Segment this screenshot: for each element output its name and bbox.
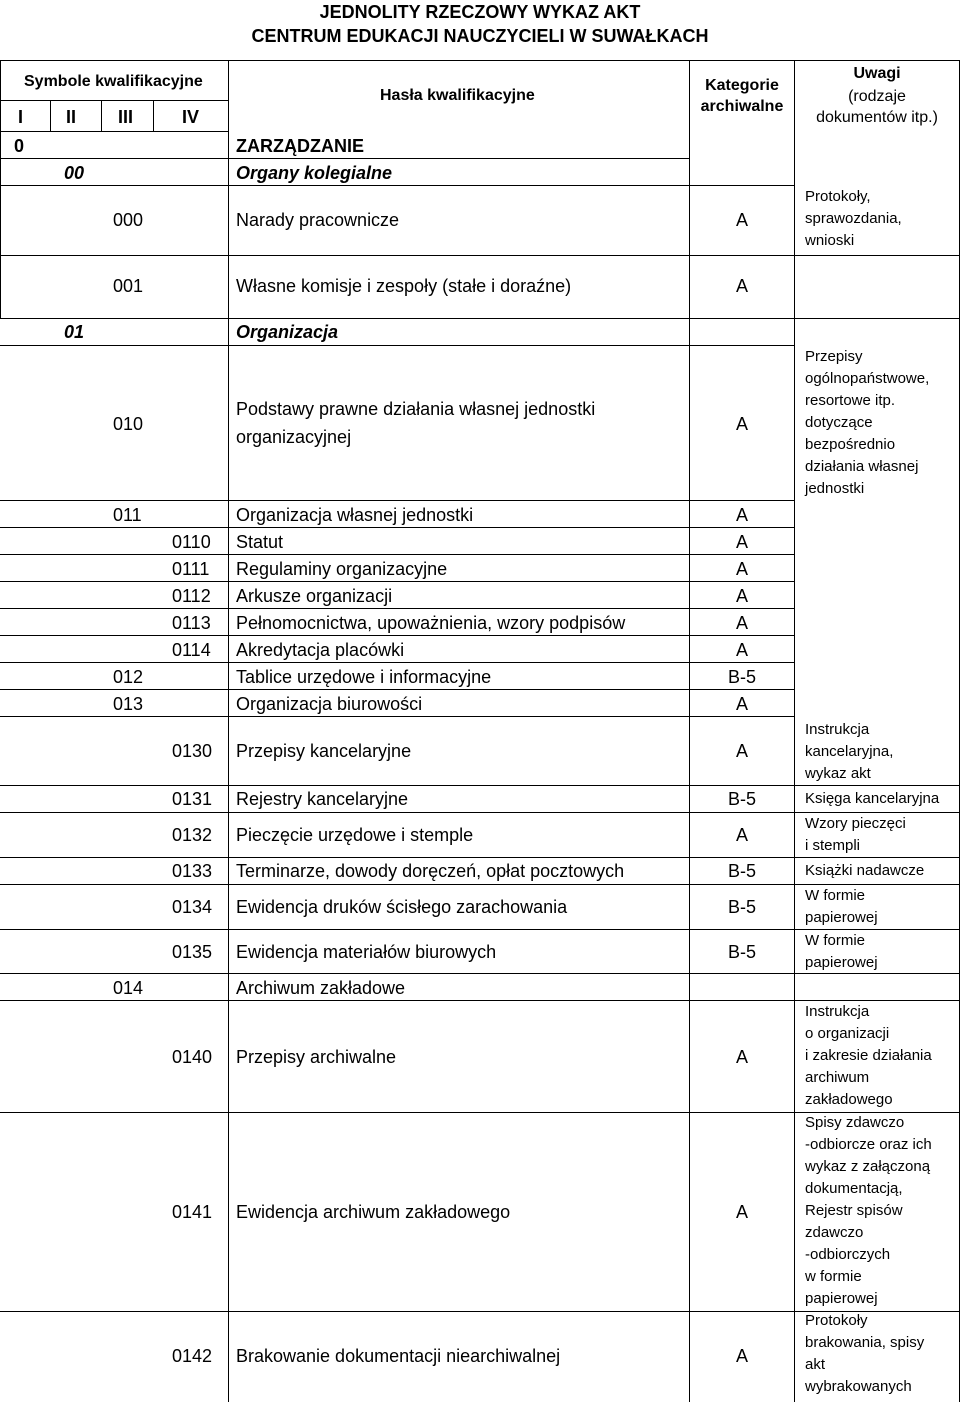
remark-block <box>805 186 902 252</box>
row-name: Narady pracownicze <box>236 210 400 230</box>
row-name: Organizacja <box>236 322 339 342</box>
header-category-1: Kategorie <box>705 77 779 94</box>
row-category: B-5 <box>727 789 756 809</box>
remark-line: Instrukcja <box>805 1003 870 1020</box>
row-category: A <box>735 414 748 434</box>
row-code: 0140 <box>172 1047 213 1067</box>
row-name-continued: organizacyjnej <box>236 427 352 447</box>
remark-block <box>805 813 906 857</box>
row-code: 0134 <box>172 897 213 917</box>
row-code: 014 <box>113 978 144 998</box>
row-category: A <box>735 694 748 714</box>
row-category: B-5 <box>727 667 756 687</box>
header-entries: Hasła kwalifikacyjne <box>380 87 535 104</box>
row-code: 0133 <box>172 861 213 881</box>
row-name: ZARZĄDZANIE <box>236 136 364 156</box>
row-category: A <box>735 741 748 761</box>
remark-line: akt <box>805 1356 826 1373</box>
row-code: 01 <box>64 322 85 342</box>
remark-line: wykaz akt <box>805 765 871 782</box>
row-code: 0111 <box>172 559 210 579</box>
row-category: A <box>735 532 748 552</box>
row-name: Terminarze, dowody doręczeń, opłat pocztowych <box>236 861 625 881</box>
row-name: Ewidencja materiałów biurowych <box>236 942 497 962</box>
row-name: Ewidencja druków ścisłego zarachowania <box>236 897 568 917</box>
row-code: 0114 <box>172 640 211 660</box>
remark-line: Rejestr spisów <box>805 1202 903 1219</box>
row-code: 010 <box>113 414 144 434</box>
remark-line: i stempli <box>805 837 861 854</box>
remark-block <box>805 788 939 810</box>
row-code: 0130 <box>172 741 213 761</box>
row-name: Brakowanie dokumentacji niearchiwalnej <box>236 1346 561 1366</box>
remark-block <box>805 885 878 929</box>
remark-line: Książki nadawcze <box>805 862 925 879</box>
row-name: Tablice urzędowe i informacyjne <box>236 667 492 687</box>
row-name: Organy kolegialne <box>236 163 393 183</box>
remark-line: papierowej <box>805 954 878 971</box>
remark-line: Spisy zdawczo <box>805 1114 905 1131</box>
remark-line: dotyczące <box>805 414 873 431</box>
row-name: Pieczęcie urzędowe i stemple <box>236 825 474 845</box>
row-category: A <box>735 1047 748 1067</box>
header-level-4: IV <box>182 107 200 127</box>
remark-line: dokumentacją, <box>805 1180 903 1197</box>
row-category: A <box>735 613 748 633</box>
remark-line: wnioski <box>805 232 855 249</box>
row-code: 012 <box>113 667 144 687</box>
remark-line: ogólnopaństwowe, <box>805 370 930 387</box>
header-remarks-3: dokumentów itp.) <box>816 109 938 126</box>
header-level-3: III <box>118 107 134 127</box>
remark-block <box>805 1310 924 1398</box>
remark-line: archiwum <box>805 1069 870 1086</box>
remark-line: wybrakowanych <box>805 1378 912 1395</box>
row-code: 0135 <box>172 942 213 962</box>
row-code: 0112 <box>172 586 211 606</box>
row-category: A <box>735 825 748 845</box>
remark-block <box>805 346 929 500</box>
row-name: Własne komisje i zespoły (stałe i doraźne) <box>236 276 572 296</box>
remark-line: kancelaryjna, <box>805 743 894 760</box>
remark-line: Instrukcja <box>805 721 870 738</box>
row-code: 011 <box>113 505 142 525</box>
remark-line: papierowej <box>805 1290 878 1307</box>
remark-line: działania własnej <box>805 458 919 475</box>
row-name: Pełnomocnictwa, upoważnienia, wzory podpisów <box>236 613 626 633</box>
remark-line: W formie <box>805 932 865 949</box>
document-subtitle: CENTRUM EDUKACJI NAUCZYCIELI W SUWAŁKACH <box>251 26 709 46</box>
remark-line: sprawozdania, <box>805 210 902 227</box>
remark-line: -odbiorczych <box>805 1246 891 1263</box>
row-code: 0113 <box>172 613 211 633</box>
header-remarks-2: (rodzaje <box>848 88 906 105</box>
row-name: Archiwum zakładowe <box>236 978 406 998</box>
remark-line: papierowej <box>805 909 878 926</box>
row-name: Przepisy archiwalne <box>236 1047 397 1067</box>
row-category: B-5 <box>727 897 756 917</box>
remark-line: bezpośrednio <box>805 436 896 453</box>
row-name: Regulaminy organizacyjne <box>236 559 448 579</box>
header-level-2: II <box>66 107 77 127</box>
remark-line: wykaz z załączoną <box>805 1158 931 1175</box>
row-name: Rejestry kancelaryjne <box>236 789 409 809</box>
remark-line: jednostki <box>805 480 865 497</box>
remark-line: zakładowego <box>805 1091 893 1108</box>
document-title: JEDNOLITY RZECZOWY WYKAZ AKT <box>319 2 641 22</box>
header-level-1: I <box>18 107 24 127</box>
row-category: B-5 <box>727 942 756 962</box>
row-name: Statut <box>236 532 284 552</box>
row-name: Akredytacja placówki <box>236 640 405 660</box>
remark-block <box>805 719 893 785</box>
header-remarks-1: Uwagi <box>853 65 901 82</box>
remark-line: Protokoły <box>805 1312 868 1329</box>
remark-line: brakowania, spisy <box>805 1334 925 1351</box>
row-code: 0110 <box>172 532 211 552</box>
remark-line: i zakresie działania <box>805 1047 932 1064</box>
remark-line: Księga kancelaryjna <box>805 790 940 807</box>
remark-block <box>805 930 878 974</box>
row-code: 0131 <box>172 789 213 809</box>
row-code: 013 <box>113 694 144 714</box>
row-code: 0132 <box>172 825 213 845</box>
row-code: 00 <box>64 163 85 183</box>
header-symbols: Symbole kwalifikacyjne <box>24 73 203 90</box>
row-category: B-5 <box>727 861 756 881</box>
row-category: A <box>735 210 748 230</box>
row-name: Podstawy prawne działania własnej jednostki <box>236 399 596 419</box>
row-code: 0141 <box>172 1202 213 1222</box>
row-category: A <box>735 559 748 579</box>
remark-line: W formie <box>805 887 865 904</box>
remark-line: Wzory pieczęci <box>805 815 906 832</box>
remark-line: resortowe itp. <box>805 392 896 409</box>
remark-line: o organizacji <box>805 1025 890 1042</box>
row-category: A <box>735 1346 748 1366</box>
row-code: 0 <box>14 136 25 156</box>
row-category: A <box>735 586 748 606</box>
row-category: A <box>735 505 748 525</box>
remark-line: zdawczo <box>805 1224 864 1241</box>
row-name: Organizacja biurowości <box>236 694 423 714</box>
header-category-2: archiwalne <box>700 98 784 115</box>
row-category: A <box>735 276 748 296</box>
row-category: A <box>735 640 748 660</box>
remark-block <box>805 1001 932 1111</box>
remark-block <box>805 1112 932 1310</box>
row-code: 000 <box>113 210 144 230</box>
remark-line: w formie <box>805 1268 862 1285</box>
remark-line: Protokoły, <box>805 188 871 205</box>
row-code: 0142 <box>172 1346 213 1366</box>
remark-line: -odbiorcze oraz ich <box>805 1136 932 1153</box>
remark-line: Przepisy <box>805 348 863 365</box>
row-name: Przepisy kancelaryjne <box>236 741 412 761</box>
row-name: Ewidencja archiwum zakładowego <box>236 1202 511 1222</box>
remark-block <box>805 860 924 882</box>
row-category: A <box>735 1202 748 1222</box>
row-code: 001 <box>113 276 144 296</box>
row-name: Arkusze organizacji <box>236 586 393 606</box>
row-name: Organizacja własnej jednostki <box>236 505 474 525</box>
